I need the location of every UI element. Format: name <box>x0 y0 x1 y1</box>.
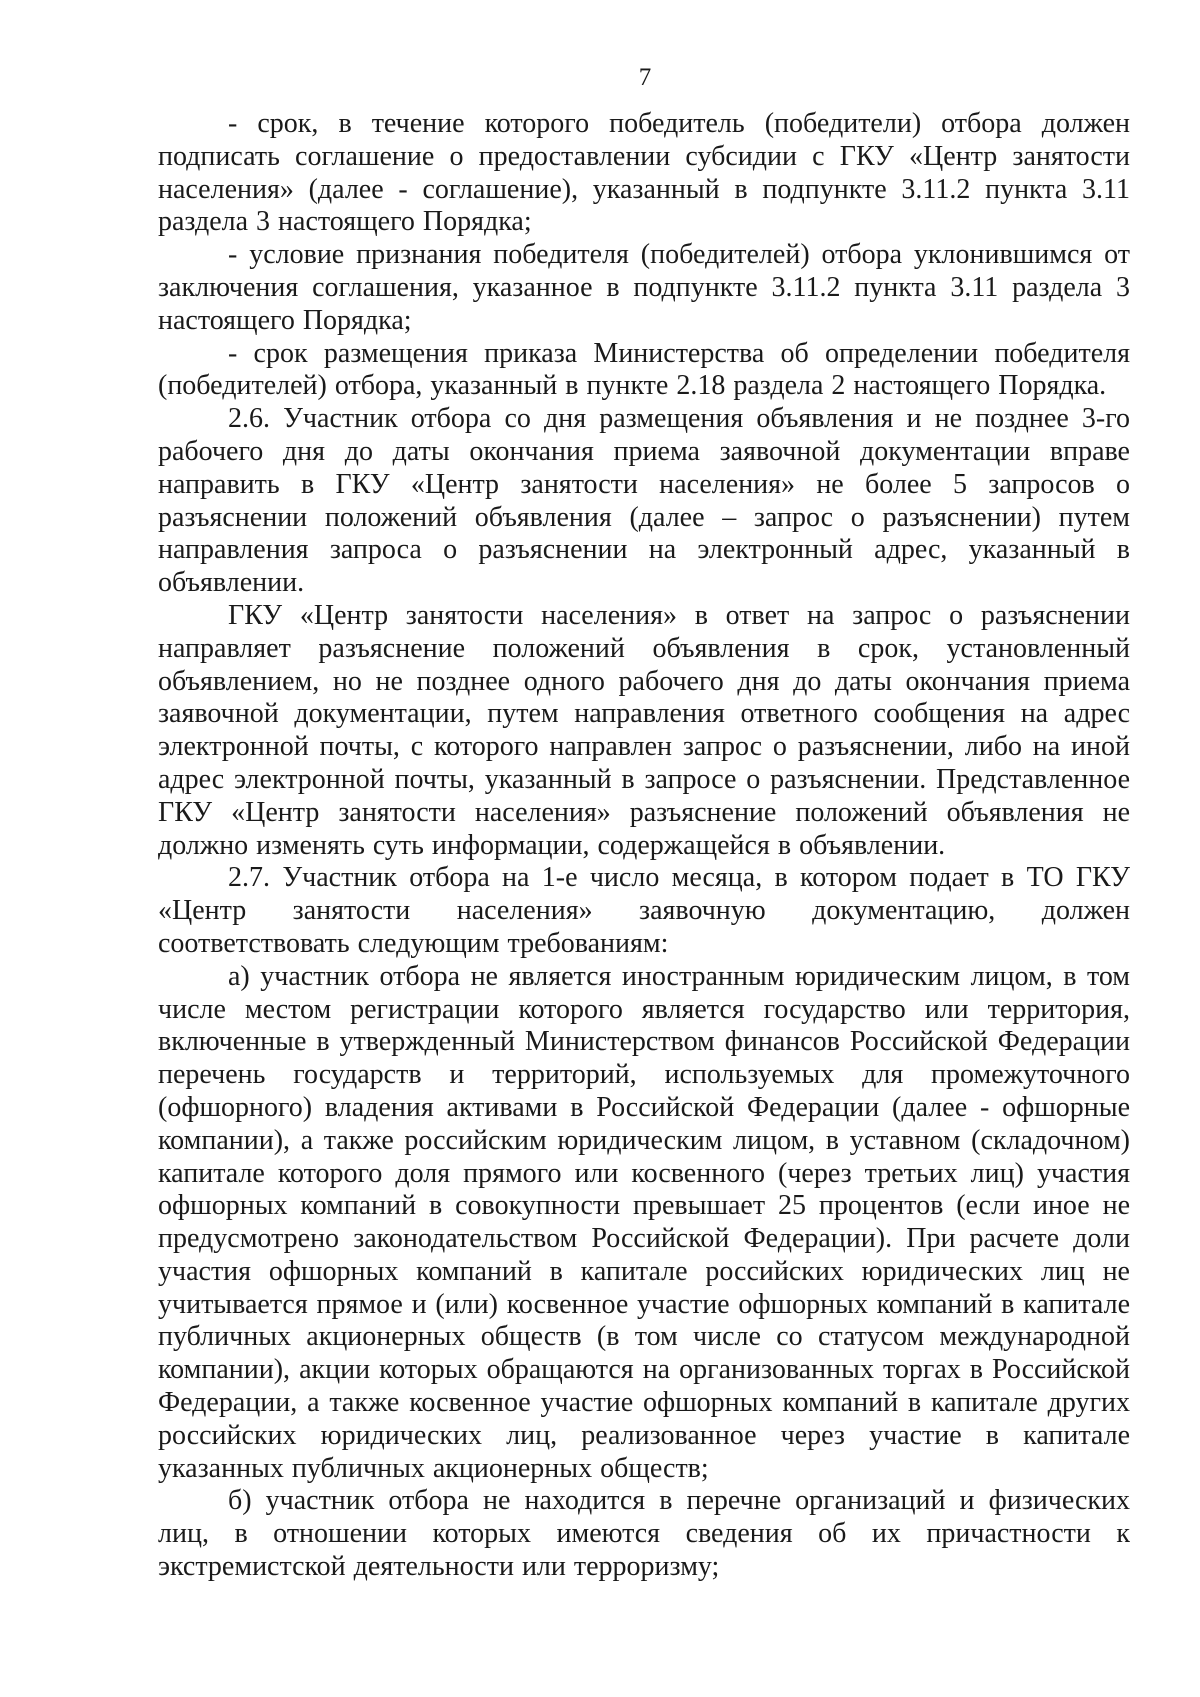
paragraph-requirement-a-offshore: а) участник отбора не является иностранным юридическим лицом, в том числе местом регистрации которого является государство или территория, включенные в утвержденный Министерством финансов Российской Федерации перечень государств и территорий, используемых для промежуточного (офшорного) владения активами в Российской Федерации (далее - офшорные компании), а также российским юридическим лицом, в уставном (складочном) капитале которого доля прямого или косвенного (через третьих лиц) участия офшорных компаний в совокупности превышает 25 процентов (если иное не предусмотрено законодательством Российской Федерации). При расчете доли участия офшорных компаний в капитале российских юридических лиц не учитывается прямое и (или) косвенное участие офшорных компаний в капитале публичных акционерных обществ (в том числе со статусом международной компании), акции которых обращаются на организованных торгах в Российской Федерации, а также косвенное участие офшорных компаний в капитале других российских юридических лиц, реализованное через участие в капитале указанных публичных акционерных обществ; <box>158 960 1130 1484</box>
paragraph-2-6-clarification-requests: 2.6. Участник отбора со дня размещения объявления и не позднее 3-го рабочего дня до даты окончания приема заявочной документации вправе направить в ГКУ «Центр занятости населения» не более 5 запросов о разъяснении положений объявления (далее – запрос о разъяснении) путем направления запроса о разъяснении на электронный адрес, указанный в объявлении. <box>158 403 1130 599</box>
paragraph-2-7-requirements: 2.7. Участник отбора на 1-е число месяца, в котором подает в ТО ГКУ «Центр занятости населения» заявочную документацию, должен соответствовать следующим требованиям: <box>158 862 1130 959</box>
document-body <box>158 108 1130 1584</box>
paragraph-order-posting-deadline: - срок размещения приказа Министерства об определении победителя (победителей) отбора, указанный в пункте 2.18 раздела 2 настоящего Порядка. <box>158 337 1130 402</box>
paragraph-evasion-condition: - условие признания победителя (победителей) отбора уклонившимся от заключения соглашения, указанное в подпункте 3.11.2 пункта 3.11 раздела 3 настоящего Порядка; <box>158 239 1130 336</box>
page-number: 7 <box>638 64 652 91</box>
paragraph-deadline-signing: - срок, в течение которого победитель (победители) отбора должен подписать соглашение о предоставлении субсидии с ГКУ «Центр занятости населения» (далее - соглашение), указанный в подпункте 3.11.2 пункта 3.11 раздела 3 настоящего Порядка; <box>158 108 1130 238</box>
paragraph-clarification-response: ГКУ «Центр занятости населения» в ответ на запрос о разъяснении направляет разъяснение положений объявления в срок, установленный объявлением, но не позднее одного рабочего дня до даты окончания приема заявочной документации, путем направления ответного сообщения на адрес электронной почты, с которого направлен запрос о разъяснении, либо на иной адрес электронной почты, указанный в запросе о разъяснении. Представленное ГКУ «Центр занятости населения» разъяснение положений объявления не должно изменять суть информации, содержащейся в объявлении. <box>158 599 1130 861</box>
paragraph-requirement-b-extremism: б) участник отбора не находится в перечне организаций и физических лиц, в отношении которых имеются сведения об их причастности к экстремистской деятельности или терроризму; <box>158 1485 1130 1583</box>
